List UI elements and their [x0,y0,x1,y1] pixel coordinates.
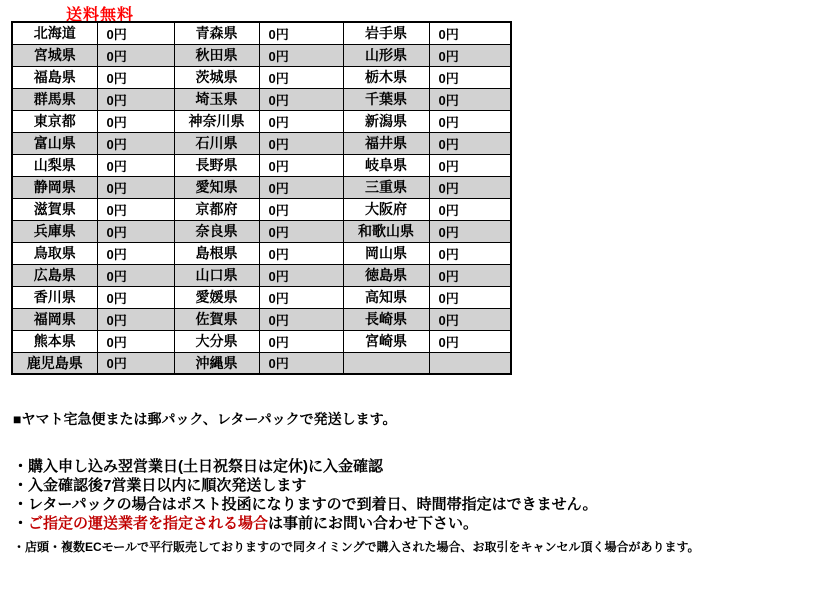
table-row [12,352,511,374]
shipping-note-item [13,457,598,476]
fee-cell: 0円 [259,198,343,220]
prefecture-cell: 岩手県 [343,22,429,44]
note-text-segment: ・レターパックの場合はポスト投函になりますので到着日、時間帯指定はできません。 [13,496,598,513]
prefecture-cell: 山梨県 [12,154,97,176]
fee-cell: 0円 [97,198,174,220]
fee-cell: 0円 [429,66,511,88]
fee-cell: 0円 [429,330,511,352]
table-row [12,110,511,132]
prefecture-cell: 岐阜県 [343,154,429,176]
table-row [12,286,511,308]
prefecture-cell: 愛知県 [174,176,259,198]
prefecture-cell: 神奈川県 [174,110,259,132]
fee-cell: 0円 [429,176,511,198]
table-row [12,308,511,330]
fee-cell: 0円 [97,22,174,44]
prefecture-cell: 奈良県 [174,220,259,242]
note-text-segment: ご指定の運送業者を指定される場合 [28,515,269,532]
prefecture-cell: 宮城県 [12,44,97,66]
fee-cell: 0円 [259,330,343,352]
fee-cell: 0円 [259,286,343,308]
fee-cell: 0円 [429,110,511,132]
fee-cell: 0円 [259,66,343,88]
note-text-segment: ・ [13,515,29,532]
table-row [12,66,511,88]
table-row [12,220,511,242]
prefecture-cell: 兵庫県 [12,220,97,242]
fee-cell: 0円 [259,308,343,330]
table-row [12,22,511,44]
prefecture-cell: 埼玉県 [174,88,259,110]
fee-cell: 0円 [259,110,343,132]
shipping-notes-list [13,457,598,533]
fee-cell: 0円 [429,44,511,66]
prefecture-cell: 滋賀県 [12,198,97,220]
prefecture-cell: 栃木県 [343,66,429,88]
free-shipping-label: 送料無料 [66,7,135,24]
prefecture-cell: 熊本県 [12,330,97,352]
fee-cell: 0円 [429,88,511,110]
fee-cell: 0円 [97,352,174,374]
prefecture-cell: 佐賀県 [174,308,259,330]
prefecture-cell: 青森県 [174,22,259,44]
prefecture-cell: 石川県 [174,132,259,154]
prefecture-cell: 和歌山県 [343,220,429,242]
fee-cell: 0円 [429,132,511,154]
fee-cell: 0円 [97,132,174,154]
fee-cell: 0円 [429,242,511,264]
fee-cell: 0円 [259,352,343,374]
fee-cell: 0円 [97,264,174,286]
prefecture-cell: 宮崎県 [343,330,429,352]
fee-cell: 0円 [429,264,511,286]
prefecture-cell: 静岡県 [12,176,97,198]
prefecture-cell: 東京都 [12,110,97,132]
prefecture-cell: 福島県 [12,66,97,88]
prefecture-cell: 京都府 [174,198,259,220]
prefecture-cell: 大分県 [174,330,259,352]
fee-cell: 0円 [97,330,174,352]
prefecture-cell: 長崎県 [343,308,429,330]
fee-cell: 0円 [97,242,174,264]
prefecture-cell: 高知県 [343,286,429,308]
table-row [12,330,511,352]
prefecture-cell: 島根県 [174,242,259,264]
fee-cell: 0円 [97,44,174,66]
table-row [12,198,511,220]
fee-cell: 0円 [429,198,511,220]
prefecture-cell: 鳥取県 [12,242,97,264]
note-text-segment: は事前にお問い合わせ下さい。 [268,515,479,532]
fee-cell: 0円 [97,88,174,110]
fee-cell: 0円 [97,286,174,308]
fee-cell: 0円 [259,154,343,176]
prefecture-cell: 北海道 [12,22,97,44]
fee-cell [429,352,511,374]
table-row [12,44,511,66]
prefecture-cell: 群馬県 [12,88,97,110]
prefecture-cell: 千葉県 [343,88,429,110]
fee-cell: 0円 [429,220,511,242]
table-row [12,88,511,110]
fee-cell: 0円 [259,88,343,110]
table-row [12,242,511,264]
note-text-segment: ・入金確認後7営業日以内に順次発送します [13,477,307,494]
prefecture-cell: 長野県 [174,154,259,176]
prefecture-cell: 秋田県 [174,44,259,66]
fee-cell: 0円 [97,66,174,88]
prefecture-cell: 大阪府 [343,198,429,220]
fee-cell: 0円 [429,154,511,176]
fee-cell: 0円 [259,132,343,154]
fee-cell: 0円 [259,44,343,66]
prefecture-cell: 福岡県 [12,308,97,330]
table-row [12,154,511,176]
fee-cell: 0円 [97,176,174,198]
shipping-note-item [13,495,598,514]
fee-cell: 0円 [429,22,511,44]
shipping-fee-table [11,21,512,375]
fee-cell: 0円 [259,220,343,242]
prefecture-cell: 鹿児島県 [12,352,97,374]
prefecture-cell: 沖縄県 [174,352,259,374]
prefecture-cell: 山形県 [343,44,429,66]
prefecture-cell: 富山県 [12,132,97,154]
fee-cell: 0円 [97,308,174,330]
prefecture-cell: 徳島県 [343,264,429,286]
fee-cell: 0円 [97,110,174,132]
prefecture-cell: 茨城県 [174,66,259,88]
shipping-note-item [13,476,598,495]
prefecture-cell: 三重県 [343,176,429,198]
fee-cell: 0円 [429,286,511,308]
table-row [12,176,511,198]
prefecture-cell: 山口県 [174,264,259,286]
prefecture-cell: 広島県 [12,264,97,286]
fee-cell: 0円 [259,242,343,264]
prefecture-cell: 福井県 [343,132,429,154]
table-row [12,132,511,154]
fee-cell: 0円 [429,308,511,330]
shipping-method-heading: ■ヤマト宅急便または郵パック、レターパックで発送します。 [13,411,397,427]
prefecture-cell: 愛媛県 [174,286,259,308]
prefecture-cell: 香川県 [12,286,97,308]
prefecture-cell [343,352,429,374]
prefecture-cell: 岡山県 [343,242,429,264]
parallel-sales-note: ・店頭・複数ECモールで平行販売しておりますので同タイミングで購入された場合、お取引をキャンセル頂く場合があります。 [13,540,700,554]
fee-cell: 0円 [259,264,343,286]
note-text-segment: ・購入申し込み翌営業日(土日祝祭日は定休)に入金確認 [13,458,383,475]
fee-cell: 0円 [97,154,174,176]
shipping-note-item [13,514,598,533]
table-row [12,264,511,286]
fee-cell: 0円 [259,176,343,198]
fee-cell: 0円 [97,220,174,242]
fee-cell: 0円 [259,22,343,44]
prefecture-cell: 新潟県 [343,110,429,132]
